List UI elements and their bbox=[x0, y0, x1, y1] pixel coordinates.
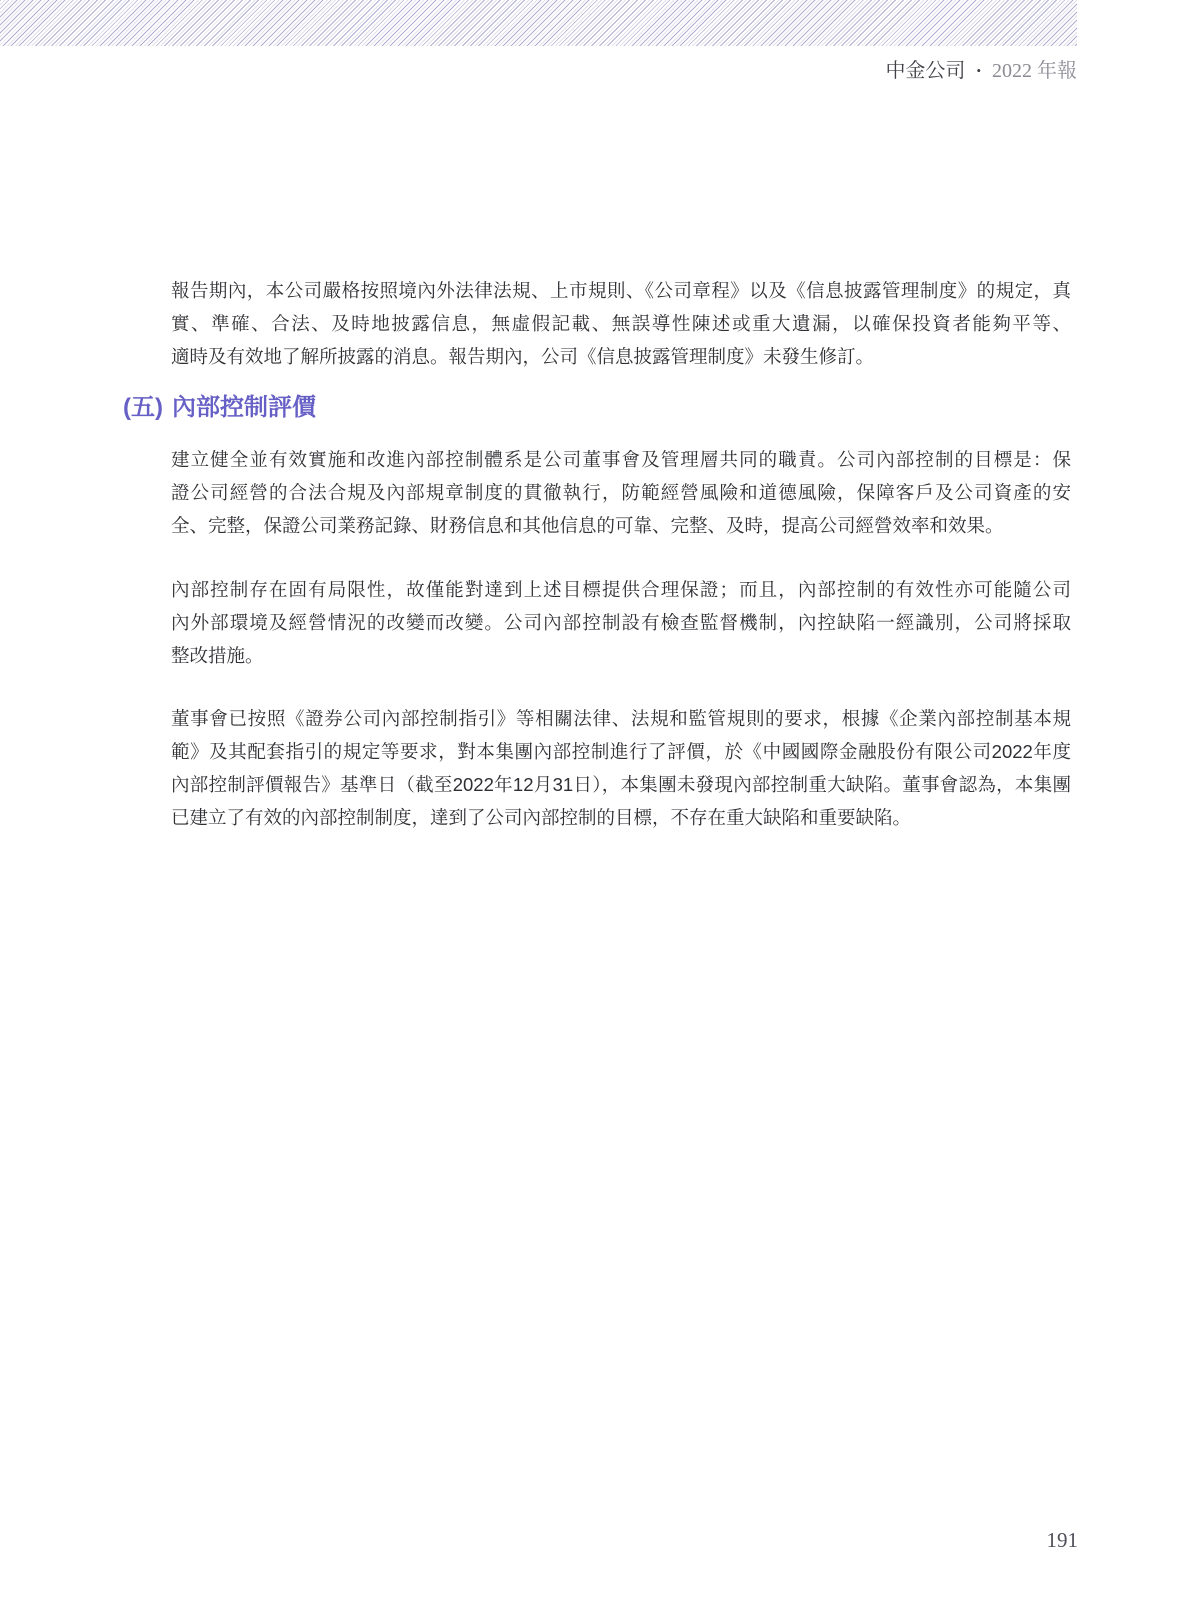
text-line: 整改措施。 bbox=[171, 645, 264, 666]
page-number: 191 bbox=[1046, 1528, 1078, 1552]
text-line: 適時及有效地了解所披露的消息。報告期內，公司《信息披露管理制度》未發生修訂。 bbox=[171, 346, 875, 367]
text-line: 全、完整，保證公司業務記錄、財務信息和其他信息的可靠、完整、及時，提高公司經營效率和效果。 bbox=[171, 515, 1004, 536]
text-line: 董事會已按照《證券公司內部控制指引》等相關法律、法規和監管規則的要求，根據《企業內部控制基本規 bbox=[171, 708, 1071, 729]
text-line: 建立健全並有效實施和改進內部控制體系是公司董事會及管理層共同的職責。公司內部控制的目標是：保 bbox=[171, 449, 1071, 470]
company-name: 中金公司 bbox=[885, 60, 966, 82]
diagonal-hatch-pattern bbox=[0, 0, 1077, 46]
section-title: 內部控制評價 bbox=[171, 394, 316, 421]
text-line: 已建立了有效的內部控制制度，達到了公司內部控制的目標，不存在重大缺陷和重要缺陷。 bbox=[171, 807, 912, 828]
text-line: 範》及其配套指引的規定等要求，對本集團內部控制進行了評價，於《中國國際金融股份有限公司2022年度 bbox=[171, 741, 1071, 762]
section-paragraph-3 bbox=[171, 702, 1071, 834]
intro-paragraph bbox=[171, 274, 1071, 373]
text-line: 實、準確、合法、及時地披露信息，無虛假記載、無誤導性陳述或重大遺漏，以確保投資者能夠平等、 bbox=[171, 313, 1071, 334]
section-paragraph-2 bbox=[171, 573, 1071, 672]
text-line: 內部控制評價報告》基準日（截至2022年12月31日），本集團未發現內部控制重大缺陷。董事會認為，本集團 bbox=[171, 774, 1071, 795]
text-line: 內部控制存在固有局限性，故僅能對達到上述目標提供合理保證；而且，內部控制的有效性亦可能隨公司 bbox=[171, 579, 1071, 600]
section-paragraph-1 bbox=[171, 443, 1071, 542]
section-number: (五) bbox=[123, 394, 163, 421]
bullet-separator-icon: • bbox=[976, 63, 981, 78]
text-line: 內外部環境及經營情況的改變而改變。公司內部控制設有檢查監督機制，內控缺陷一經識別，公司將採取 bbox=[171, 612, 1071, 633]
section-heading bbox=[123, 391, 316, 424]
text-line: 證公司經營的合法合規及內部規章制度的貫徹執行，防範經營風險和道德風險，保障客戶及公司資產的安 bbox=[171, 482, 1071, 503]
running-head bbox=[0, 58, 1077, 84]
text-line: 報告期內，本公司嚴格按照境內外法律法規、上市規則、《公司章程》以及《信息披露管理制度》的規定，真 bbox=[171, 280, 1071, 301]
report-edition: 2022 年報 bbox=[992, 60, 1077, 82]
